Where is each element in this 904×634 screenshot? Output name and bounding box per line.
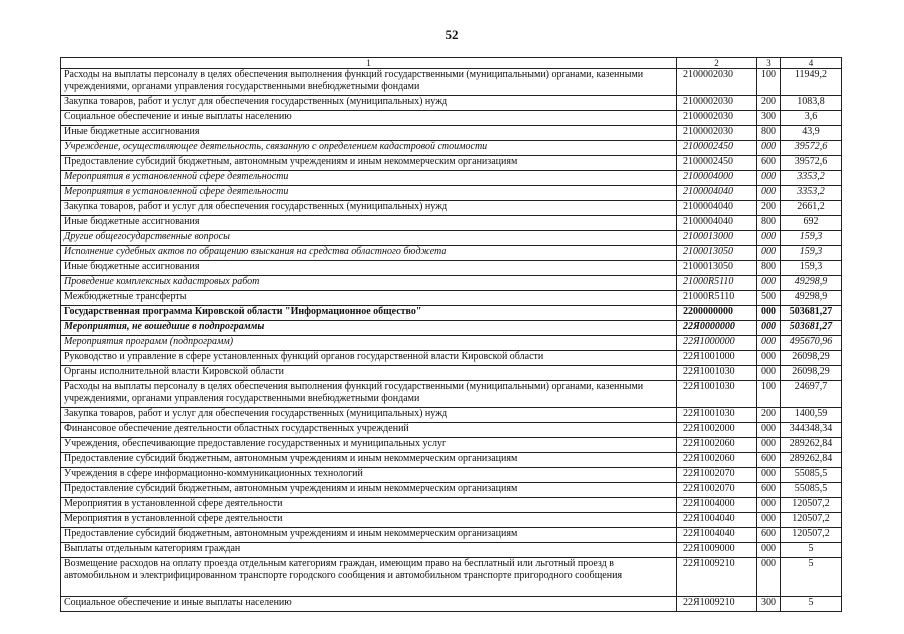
row-name-cell: Учреждения, обеспечивающие предоставление государственных и муниципальных услуг (61, 438, 677, 453)
row-code-cell: 22Я1000000 (677, 336, 757, 351)
table-row (61, 558, 842, 597)
row-code-cell: 2100004040 (677, 186, 757, 201)
row-sum-cell: 11949,2 (781, 69, 842, 96)
row-name-cell: Государственная программа Кировской области "Информационное общество" (61, 306, 677, 321)
budget-table (60, 57, 842, 612)
row-name-cell: Социальное обеспечение и иные выплаты населению (61, 597, 677, 612)
table-header-row (61, 58, 842, 69)
row-name-cell: Предоставление субсидий бюджетным, автономным учреждениям и иным некоммерческим организациям (61, 156, 677, 171)
row-expense-type-cell: 000 (757, 321, 781, 336)
row-expense-type-cell: 600 (757, 453, 781, 468)
row-sum-cell: 120507,2 (781, 498, 842, 513)
row-code-cell: 2100013050 (677, 246, 757, 261)
row-name-cell: Мероприятия программ (подпрограмм) (61, 336, 677, 351)
table-row (61, 438, 842, 453)
row-expense-type-cell: 000 (757, 468, 781, 483)
table-row (61, 141, 842, 156)
row-expense-type-cell: 000 (757, 543, 781, 558)
row-sum-cell: 43,9 (781, 126, 842, 141)
row-code-cell: 2100004040 (677, 216, 757, 231)
row-expense-type-cell: 600 (757, 483, 781, 498)
row-expense-type-cell: 800 (757, 216, 781, 231)
row-code-cell: 22Я1001030 (677, 381, 757, 408)
row-sum-cell: 24697,7 (781, 381, 842, 408)
row-code-cell: 2100002030 (677, 96, 757, 111)
row-sum-cell: 3,6 (781, 111, 842, 126)
row-expense-type-cell: 300 (757, 597, 781, 612)
row-code-cell: 22Я1002000 (677, 423, 757, 438)
row-code-cell: 2100002030 (677, 126, 757, 141)
row-sum-cell: 503681,27 (781, 321, 842, 336)
row-sum-cell: 49298,9 (781, 276, 842, 291)
row-name-cell: Предоставление субсидий бюджетным, автономным учреждениям и иным некоммерческим организациям (61, 483, 677, 498)
row-name-cell: Мероприятия в установленной сфере деятельности (61, 513, 677, 528)
row-name-cell: Предоставление субсидий бюджетным, автономным учреждениям и иным некоммерческим организациям (61, 453, 677, 468)
row-code-cell: 22Я1004040 (677, 513, 757, 528)
row-name-cell: Межбюджетные трансферты (61, 291, 677, 306)
table-row (61, 468, 842, 483)
row-name-cell: Мероприятия в установленной сфере деятельности (61, 498, 677, 513)
column-header-type: 3 (757, 58, 781, 69)
row-name-cell: Расходы на выплаты персоналу в целях обеспечения выполнения функций государственными (муниципальными) органами, казенными учреждениями, органами управления государственными внебюджетными фондами (61, 69, 677, 96)
row-name-cell: Иные бюджетные ассигнования (61, 261, 677, 276)
row-expense-type-cell: 000 (757, 276, 781, 291)
row-code-cell: 2100013000 (677, 231, 757, 246)
row-expense-type-cell: 100 (757, 69, 781, 96)
row-code-cell: 22Я0000000 (677, 321, 757, 336)
row-expense-type-cell: 000 (757, 246, 781, 261)
table-row (61, 156, 842, 171)
row-code-cell: 2200000000 (677, 306, 757, 321)
row-expense-type-cell: 200 (757, 408, 781, 423)
row-expense-type-cell: 000 (757, 438, 781, 453)
row-expense-type-cell: 800 (757, 126, 781, 141)
table-row (61, 336, 842, 351)
row-name-cell: Мероприятия в установленной сфере деятельности (61, 171, 677, 186)
row-expense-type-cell: 100 (757, 381, 781, 408)
table-row (61, 69, 842, 96)
row-sum-cell: 692 (781, 216, 842, 231)
row-code-cell: 2100004000 (677, 171, 757, 186)
row-name-cell: Расходы на выплаты персоналу в целях обеспечения выполнения функций государственными (муниципальными) органами, казенными учреждениями, органами управления государственными внебюджетными фондами (61, 381, 677, 408)
row-expense-type-cell: 500 (757, 291, 781, 306)
row-expense-type-cell: 800 (757, 261, 781, 276)
table-row (61, 201, 842, 216)
row-code-cell: 2100013050 (677, 261, 757, 276)
column-header-name: 1 (61, 58, 677, 69)
row-name-cell: Исполнение судебных актов по обращению взыскания на средства областного бюджета (61, 246, 677, 261)
row-sum-cell: 5 (781, 597, 842, 612)
row-sum-cell: 1400,59 (781, 408, 842, 423)
row-code-cell: 22Я1002060 (677, 438, 757, 453)
table-row (61, 408, 842, 423)
row-name-cell: Закупка товаров, работ и услуг для обеспечения государственных (муниципальных) нужд (61, 201, 677, 216)
row-code-cell: 22Я1004040 (677, 528, 757, 543)
row-code-cell: 22Я1001030 (677, 408, 757, 423)
row-name-cell: Иные бюджетные ассигнования (61, 216, 677, 231)
row-expense-type-cell: 000 (757, 366, 781, 381)
table-row (61, 498, 842, 513)
row-sum-cell: 159,3 (781, 261, 842, 276)
row-expense-type-cell: 200 (757, 201, 781, 216)
row-sum-cell: 55085,5 (781, 483, 842, 498)
row-expense-type-cell: 000 (757, 351, 781, 366)
row-sum-cell: 159,3 (781, 246, 842, 261)
table-row (61, 246, 842, 261)
table-row (61, 321, 842, 336)
table-row (61, 291, 842, 306)
row-code-cell: 21000R5110 (677, 276, 757, 291)
row-name-cell: Органы исполнительной власти Кировской области (61, 366, 677, 381)
table-row (61, 96, 842, 111)
row-sum-cell: 289262,84 (781, 453, 842, 468)
table-row (61, 306, 842, 321)
row-code-cell: 22Я1009210 (677, 597, 757, 612)
table-row (61, 597, 842, 612)
table-row (61, 351, 842, 366)
row-expense-type-cell: 300 (757, 111, 781, 126)
column-header-sum: 4 (781, 58, 842, 69)
row-code-cell: 22Я1001030 (677, 366, 757, 381)
row-code-cell: 2100002030 (677, 111, 757, 126)
row-name-cell: Проведение комплексных кадастровых работ (61, 276, 677, 291)
row-name-cell: Учреждения в сфере информационно-коммуникационных технологий (61, 468, 677, 483)
row-code-cell: 2100002450 (677, 141, 757, 156)
row-code-cell: 22Я1009000 (677, 543, 757, 558)
row-sum-cell: 5 (781, 558, 842, 597)
row-code-cell: 22Я1002070 (677, 468, 757, 483)
column-header-code: 2 (677, 58, 757, 69)
table-row (61, 483, 842, 498)
table-row (61, 126, 842, 141)
row-expense-type-cell: 000 (757, 231, 781, 246)
row-expense-type-cell: 000 (757, 336, 781, 351)
row-name-cell: Другие общегосударственные вопросы (61, 231, 677, 246)
row-sum-cell: 39572,6 (781, 156, 842, 171)
row-name-cell: Финансовое обеспечение деятельности областных государственных учреждений (61, 423, 677, 438)
row-expense-type-cell: 600 (757, 528, 781, 543)
row-sum-cell: 120507,2 (781, 513, 842, 528)
row-code-cell: 2100004040 (677, 201, 757, 216)
row-name-cell: Учреждение, осуществляющее деятельность, связанную с определением кадастровой стоимости (61, 141, 677, 156)
table-row (61, 366, 842, 381)
row-expense-type-cell: 000 (757, 513, 781, 528)
row-expense-type-cell: 000 (757, 558, 781, 597)
row-name-cell: Закупка товаров, работ и услуг для обеспечения государственных (муниципальных) нужд (61, 408, 677, 423)
row-sum-cell: 26098,29 (781, 366, 842, 381)
row-expense-type-cell: 600 (757, 156, 781, 171)
row-name-cell: Мероприятия в установленной сфере деятельности (61, 186, 677, 201)
row-sum-cell: 26098,29 (781, 351, 842, 366)
table-row (61, 423, 842, 438)
table-row (61, 186, 842, 201)
row-name-cell: Предоставление субсидий бюджетным, автономным учреждениям и иным некоммерческим организациям (61, 528, 677, 543)
row-sum-cell: 3353,2 (781, 171, 842, 186)
row-name-cell: Руководство и управление в сфере установленных функций органов государственной власти Кировской области (61, 351, 677, 366)
row-name-cell: Мероприятия, не вошедшие в подпрограммы (61, 321, 677, 336)
row-sum-cell: 3353,2 (781, 186, 842, 201)
row-name-cell: Выплаты отдельным категориям граждан (61, 543, 677, 558)
table-row (61, 528, 842, 543)
row-code-cell: 22Я1002070 (677, 483, 757, 498)
table-row (61, 543, 842, 558)
row-code-cell: 2100002450 (677, 156, 757, 171)
row-code-cell: 21000R5110 (677, 291, 757, 306)
row-code-cell: 22Я1002060 (677, 453, 757, 468)
row-code-cell: 22Я1001000 (677, 351, 757, 366)
row-name-cell: Возмещение расходов на оплату проезда отдельным категориям граждан, имеющим право на бесплатный или льготный проезд в автомобильном и электрифицированном транспорте городского сообщения и автомобильном транспорте пригородного сообщения (61, 558, 677, 597)
row-expense-type-cell: 000 (757, 171, 781, 186)
row-expense-type-cell: 000 (757, 306, 781, 321)
row-expense-type-cell: 000 (757, 186, 781, 201)
table-row (61, 453, 842, 468)
row-sum-cell: 289262,84 (781, 438, 842, 453)
table-row (61, 111, 842, 126)
row-name-cell: Закупка товаров, работ и услуг для обеспечения государственных (муниципальных) нужд (61, 96, 677, 111)
row-sum-cell: 159,3 (781, 231, 842, 246)
row-sum-cell: 39572,6 (781, 141, 842, 156)
row-expense-type-cell: 000 (757, 498, 781, 513)
page-number: 52 (445, 27, 459, 42)
row-sum-cell: 503681,27 (781, 306, 842, 321)
table-row (61, 276, 842, 291)
row-sum-cell: 120507,2 (781, 528, 842, 543)
row-name-cell: Иные бюджетные ассигнования (61, 126, 677, 141)
row-sum-cell: 344348,34 (781, 423, 842, 438)
table-row (61, 231, 842, 246)
table-row (61, 261, 842, 276)
table-row (61, 381, 842, 408)
table-row (61, 513, 842, 528)
row-code-cell: 2100002030 (677, 69, 757, 96)
row-sum-cell: 5 (781, 543, 842, 558)
row-sum-cell: 49298,9 (781, 291, 842, 306)
row-expense-type-cell: 000 (757, 141, 781, 156)
row-sum-cell: 495670,96 (781, 336, 842, 351)
row-sum-cell: 55085,5 (781, 468, 842, 483)
row-sum-cell: 1083,8 (781, 96, 842, 111)
row-name-cell: Социальное обеспечение и иные выплаты населению (61, 111, 677, 126)
row-code-cell: 22Я1009210 (677, 558, 757, 597)
table-row (61, 171, 842, 186)
row-expense-type-cell: 000 (757, 423, 781, 438)
table-row (61, 216, 842, 231)
row-expense-type-cell: 200 (757, 96, 781, 111)
row-code-cell: 22Я1004000 (677, 498, 757, 513)
row-sum-cell: 2661,2 (781, 201, 842, 216)
